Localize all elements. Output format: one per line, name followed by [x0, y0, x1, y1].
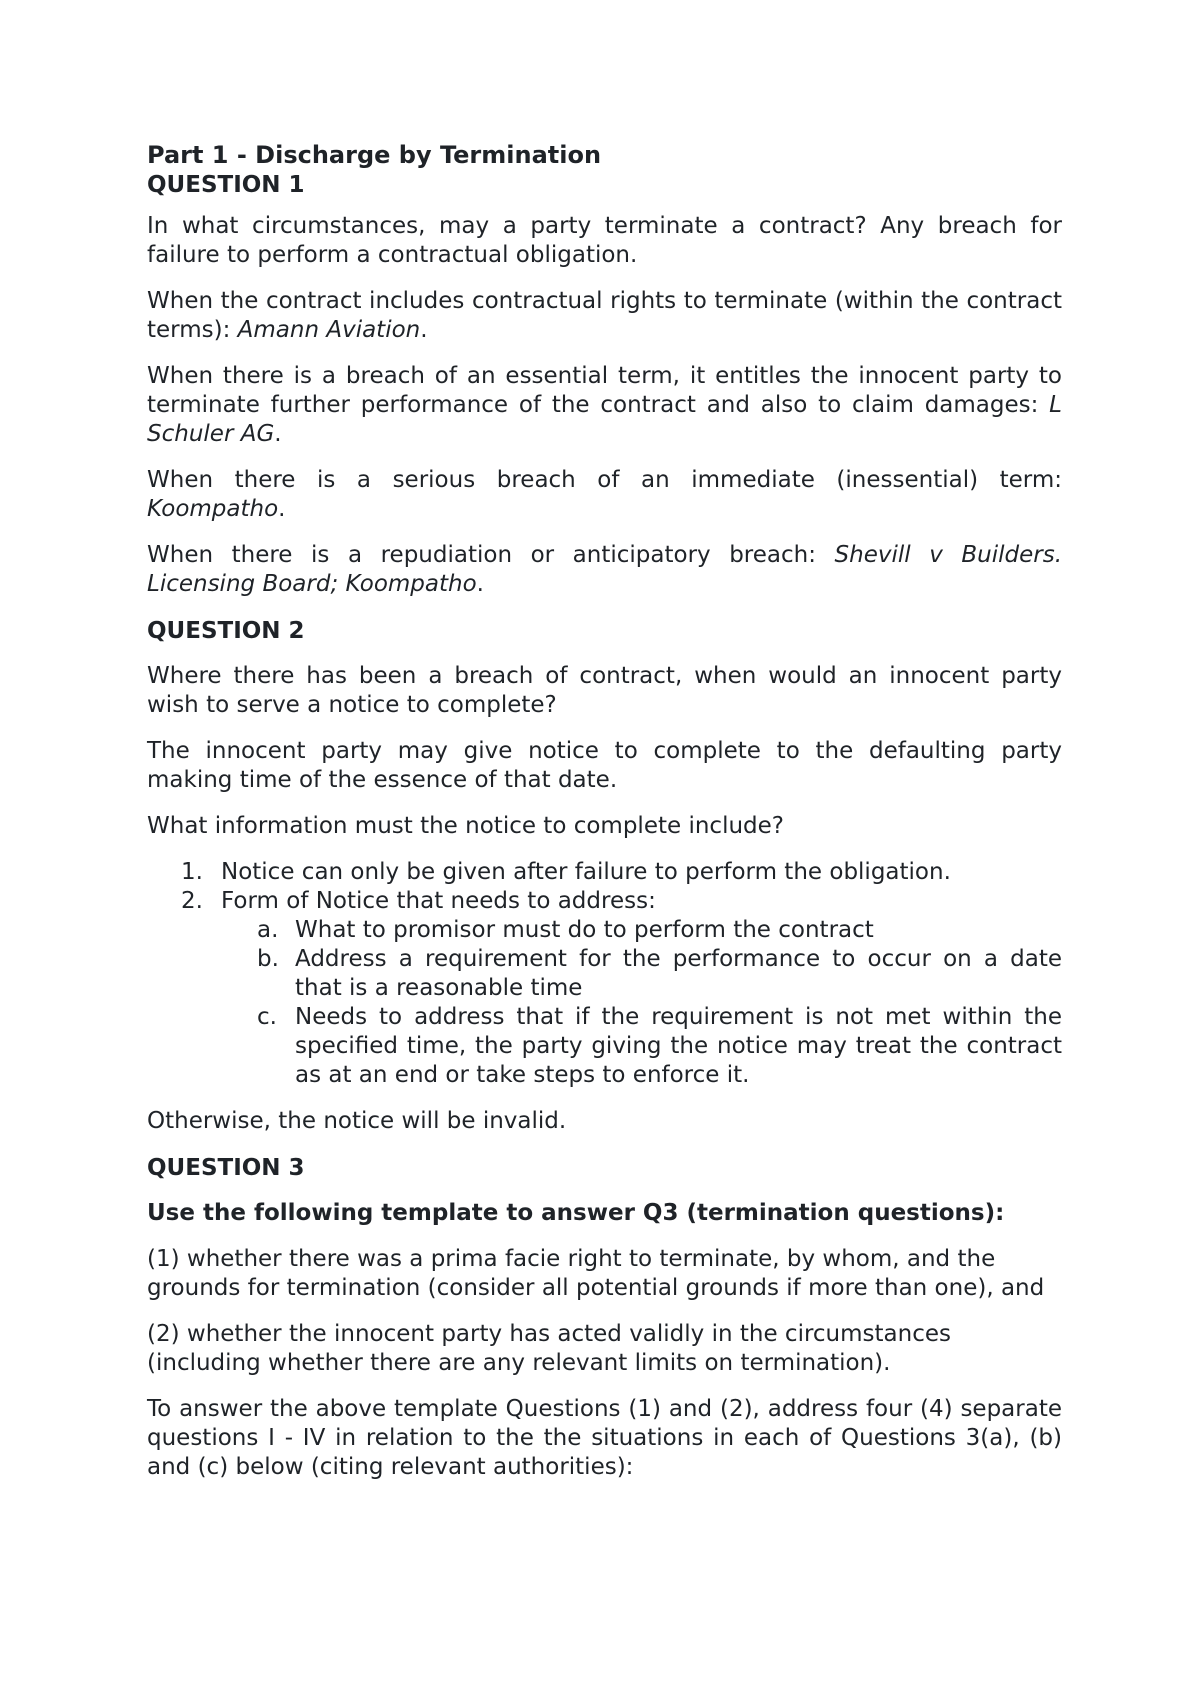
q1-p4-case: Shevill v Builders. Licensing Board; Koompatho: [147, 542, 1063, 597]
list-marker: 1.: [181, 859, 203, 885]
q1-p4-text: When there is a repudiation or anticipatory breach:: [147, 542, 835, 568]
q1-answer-paragraph-3: [147, 466, 1062, 524]
list-item-text: Form of Notice that needs to address:: [221, 888, 656, 914]
sublist-item: [221, 945, 1062, 1003]
q1-p1-case: Amann Aviation: [237, 317, 421, 343]
sublist-marker: b.: [257, 946, 279, 972]
list-item: [147, 858, 1062, 887]
list-marker: 2.: [181, 888, 203, 914]
notice-requirements-list: [147, 858, 1062, 1090]
sublist-item-text: Address a requirement for the performance to occur on a date that is a reasonable time: [295, 946, 1062, 1001]
q3-template-item-1: (1) whether there was a prima facie right to terminate, by whom, and the grounds for termination (consider all potential grounds if more than one), and: [147, 1246, 1045, 1301]
q1-p3-end: .: [278, 496, 286, 522]
q3-instructions: To answer the above template Questions (1) and (2), address four (4) separate questions I - IV in relation to the the situations in each of Questions 3(a), (b) and (c) below (citing relevant authorities):: [147, 1396, 1062, 1480]
sublist-marker: a.: [257, 917, 279, 943]
q2-otherwise: Otherwise, the notice will be invalid.: [147, 1108, 567, 1134]
document-page: [147, 140, 1062, 1499]
q1-answer-paragraph-1: [147, 287, 1062, 345]
sublist-marker: c.: [257, 1004, 277, 1030]
q1-p2-case: L Schuler AG: [147, 392, 1062, 447]
q1-p3-case: Koompatho: [147, 496, 279, 522]
q1-p2-end: .: [274, 421, 282, 447]
question-3-heading: QUESTION 3: [147, 1155, 305, 1181]
list-item-text: Notice can only be given after failure to perform the obligation.: [221, 859, 951, 885]
q2-info-question: What information must the notice to complete include?: [147, 813, 784, 839]
sublist-item-text: Needs to address that if the requirement is not met within the specified time, the party giving the notice may treat the contract as at an end or take steps to enforce it.: [295, 1004, 1062, 1088]
q1-p3-text: When there is a serious breach of an immediate (inessential) term:: [147, 467, 1062, 493]
notice-form-sublist: [221, 916, 1062, 1090]
q1-p4-end: .: [476, 571, 484, 597]
q1-answer-paragraph-2: [147, 362, 1062, 449]
sublist-item: [221, 916, 1062, 945]
part-title: Part 1 - Discharge by Termination: [147, 141, 602, 169]
q1-answer-paragraph-4: [147, 541, 1062, 599]
sublist-item: [221, 1003, 1062, 1090]
question-1-text: In what circumstances, may a party terminate a contract? Any breach for failure to perform a contractual obligation.: [147, 213, 1062, 268]
q1-p2-text: When there is a breach of an essential term, it entitles the innocent party to terminate further performance of the contract and also to claim damages:: [147, 363, 1062, 418]
list-item: [147, 887, 1062, 1090]
question-2-text: Where there has been a breach of contract, when would an innocent party wish to serve a notice to complete?: [147, 663, 1062, 718]
question-2-heading: QUESTION 2: [147, 618, 305, 644]
q3-template-item-2: (2) whether the innocent party has acted validly in the circumstances (including whether there are any relevant limits on termination).: [147, 1321, 951, 1376]
list-item-line: [147, 887, 1062, 916]
q2-answer: The innocent party may give notice to complete to the defaulting party making time of the essence of that date.: [147, 738, 1062, 793]
q1-p1-end: .: [420, 317, 428, 343]
sublist-item-text: What to promisor must do to perform the contract: [295, 917, 874, 943]
q1-p1-text: When the contract includes contractual rights to terminate (within the contract terms):: [147, 288, 1062, 343]
q3-template-heading: Use the following template to answer Q3 (termination questions):: [147, 1200, 1005, 1226]
question-1-heading: QUESTION 1: [147, 172, 305, 198]
